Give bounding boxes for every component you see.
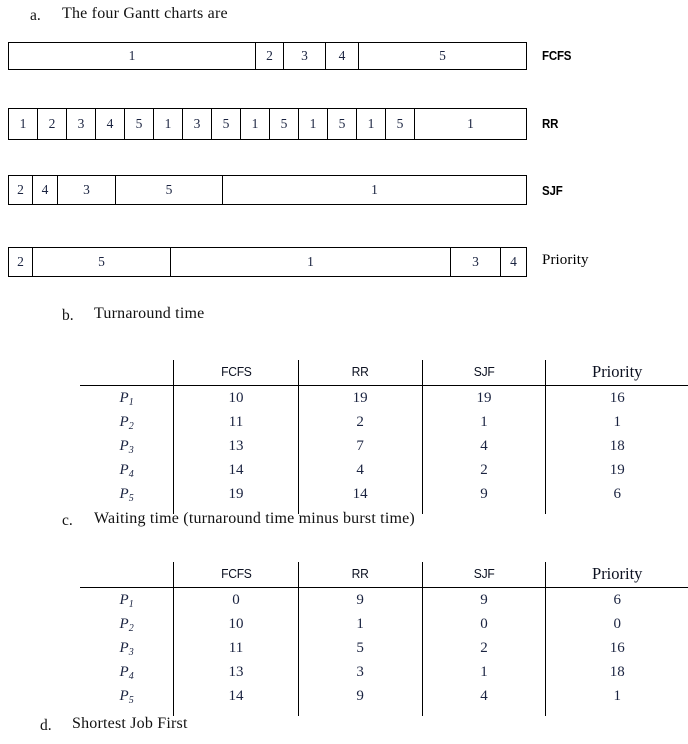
item-marker-a: a. bbox=[30, 7, 41, 24]
gantt-cell: 1 bbox=[154, 109, 183, 139]
column-header bbox=[174, 360, 299, 385]
process-label: $P_1$ bbox=[119, 591, 134, 610]
table-row bbox=[80, 482, 688, 506]
column-header-label: RR bbox=[351, 566, 369, 581]
column-header-label: FCFS bbox=[220, 364, 252, 379]
gantt-cell: 5 bbox=[439, 48, 446, 63]
table-row bbox=[80, 410, 688, 434]
column-header bbox=[298, 360, 422, 385]
gantt-cell: 4 bbox=[96, 109, 125, 139]
table-row bbox=[80, 636, 688, 660]
table-cell: 18 bbox=[546, 660, 688, 684]
table-cell: 1 bbox=[422, 660, 546, 684]
process-label: $P_5$ bbox=[119, 485, 134, 504]
item-marker-d: d. bbox=[40, 717, 52, 734]
waiting-time-table bbox=[80, 562, 688, 716]
rule-segment bbox=[546, 506, 688, 514]
column-header bbox=[298, 562, 422, 587]
gantt-label-fcfs: FCFS bbox=[542, 49, 572, 63]
column-header-label: Priority bbox=[592, 362, 643, 381]
table-cell: 1 bbox=[546, 684, 688, 708]
process-label: $P_4$ bbox=[119, 663, 134, 682]
table-header-row bbox=[80, 360, 688, 385]
table-corner-cell bbox=[80, 360, 174, 385]
column-header-label: SJF bbox=[473, 364, 495, 379]
gantt-cell: 2 bbox=[38, 109, 67, 139]
table-cell: 4 bbox=[422, 434, 546, 458]
table-row bbox=[80, 612, 688, 636]
rule-segment bbox=[298, 708, 422, 716]
item-heading-b: Turnaround time bbox=[94, 305, 205, 322]
table-cell: 2 bbox=[298, 410, 422, 434]
gantt-cell: 2 bbox=[256, 43, 284, 69]
gantt-cell: 1 bbox=[371, 182, 378, 197]
table-cell: 9 bbox=[422, 482, 546, 506]
table-cell: 13 bbox=[174, 434, 299, 458]
column-header bbox=[174, 562, 299, 587]
gantt-cell: 1 bbox=[9, 43, 256, 69]
rule-segment bbox=[546, 708, 688, 716]
column-header bbox=[422, 360, 546, 385]
table-cell: 10 bbox=[174, 612, 299, 636]
gantt-chart-priority bbox=[8, 247, 527, 277]
gantt-label-sjf: SJF bbox=[542, 184, 563, 198]
gantt-chart-sjf bbox=[8, 175, 527, 205]
gantt-cell: 5 bbox=[328, 109, 357, 139]
table-cell: 9 bbox=[298, 684, 422, 708]
gantt-cell: 2 bbox=[9, 248, 33, 276]
gantt-cell: 1 bbox=[357, 109, 386, 139]
table-row bbox=[80, 386, 688, 411]
gantt-cell: 5 bbox=[386, 109, 415, 139]
process-label: $P_2$ bbox=[119, 413, 134, 432]
gantt-cell: 4 bbox=[326, 43, 359, 69]
gantt-cell: 1 bbox=[467, 116, 474, 131]
table-row bbox=[80, 660, 688, 684]
table-cell: 19 bbox=[546, 458, 688, 482]
process-label: $P_1$ bbox=[119, 389, 134, 408]
item-marker-c: c. bbox=[62, 512, 73, 529]
table-cell: 1 bbox=[422, 410, 546, 434]
table-cell: 9 bbox=[298, 588, 422, 613]
table-cell: 4 bbox=[422, 684, 546, 708]
table-cell: 0 bbox=[174, 588, 299, 613]
table-cell: 14 bbox=[298, 482, 422, 506]
table-cell: 14 bbox=[174, 458, 299, 482]
gantt-cell: 3 bbox=[67, 109, 96, 139]
process-label: $P_5$ bbox=[119, 687, 134, 706]
gantt-cell: 3 bbox=[284, 43, 326, 69]
column-header-label: FCFS bbox=[220, 566, 252, 581]
rule-segment bbox=[422, 506, 546, 514]
table-cell: 11 bbox=[174, 410, 299, 434]
table-cell: 11 bbox=[174, 636, 299, 660]
gantt-cell: 3 bbox=[451, 248, 501, 276]
table-row bbox=[80, 684, 688, 708]
table-cell: 19 bbox=[298, 386, 422, 411]
column-header-label: Priority bbox=[592, 564, 643, 583]
gantt-cell: 1 bbox=[241, 109, 270, 139]
table-cell: 4 bbox=[298, 458, 422, 482]
column-header bbox=[422, 562, 546, 587]
gantt-cell: 3 bbox=[58, 176, 116, 204]
table-cell: 2 bbox=[422, 636, 546, 660]
gantt-cell: 4 bbox=[33, 176, 58, 204]
table-cell: 19 bbox=[174, 482, 299, 506]
column-header-label: SJF bbox=[473, 566, 495, 581]
table-cell: 3 bbox=[298, 660, 422, 684]
gantt-chart-fcfs bbox=[8, 42, 527, 70]
column-header-label: RR bbox=[351, 364, 369, 379]
gantt-cell: 3 bbox=[183, 109, 212, 139]
process-label: $P_3$ bbox=[119, 437, 134, 456]
table-header-row bbox=[80, 562, 688, 587]
gantt-cell: 2 bbox=[9, 176, 33, 204]
gantt-label-priority: Priority bbox=[542, 252, 589, 268]
table-cell: 2 bbox=[422, 458, 546, 482]
table-cell: 16 bbox=[546, 386, 688, 411]
gantt-cell: 5 bbox=[33, 248, 171, 276]
gantt-cell: 1 bbox=[9, 109, 38, 139]
rule-segment bbox=[422, 708, 546, 716]
table-cell: 5 bbox=[298, 636, 422, 660]
gantt-cell: 5 bbox=[270, 109, 299, 139]
table-cell: 16 bbox=[546, 636, 688, 660]
column-header bbox=[546, 562, 688, 587]
gantt-cell: 5 bbox=[212, 109, 241, 139]
table-cell: 1 bbox=[298, 612, 422, 636]
table-cell: 6 bbox=[546, 482, 688, 506]
table-cell: 1 bbox=[546, 410, 688, 434]
process-label: $P_2$ bbox=[119, 615, 134, 634]
table-cell: 18 bbox=[546, 434, 688, 458]
table-cell: 0 bbox=[546, 612, 688, 636]
turnaround-time-table bbox=[80, 360, 688, 514]
item-marker-b: b. bbox=[62, 307, 74, 324]
gantt-chart-rr bbox=[8, 108, 527, 140]
table-cell: 19 bbox=[422, 386, 546, 411]
table-cell: 10 bbox=[174, 386, 299, 411]
column-header bbox=[546, 360, 688, 385]
table-row bbox=[80, 434, 688, 458]
gantt-label-rr: RR bbox=[542, 117, 559, 131]
process-label: $P_3$ bbox=[119, 639, 134, 658]
table-cell: 9 bbox=[422, 588, 546, 613]
table-cell: 13 bbox=[174, 660, 299, 684]
table-cell: 6 bbox=[546, 588, 688, 613]
item-heading-d: Shortest Job First bbox=[72, 715, 188, 732]
table-cell: 14 bbox=[174, 684, 299, 708]
table-row bbox=[80, 588, 688, 613]
gantt-cell: 5 bbox=[116, 176, 223, 204]
gantt-cell: 4 bbox=[510, 254, 517, 269]
table-cell: 0 bbox=[422, 612, 546, 636]
table-corner-cell bbox=[80, 562, 174, 587]
gantt-cell: 1 bbox=[171, 248, 451, 276]
gantt-cell: 5 bbox=[125, 109, 154, 139]
table-row bbox=[80, 458, 688, 482]
table-cell: 7 bbox=[298, 434, 422, 458]
gantt-cell: 1 bbox=[299, 109, 328, 139]
rule-segment bbox=[174, 708, 299, 716]
item-heading-a: The four Gantt charts are bbox=[62, 5, 228, 22]
item-heading-c: Waiting time (turnaround time minus burst time) bbox=[94, 510, 415, 527]
process-label: $P_4$ bbox=[119, 461, 134, 480]
